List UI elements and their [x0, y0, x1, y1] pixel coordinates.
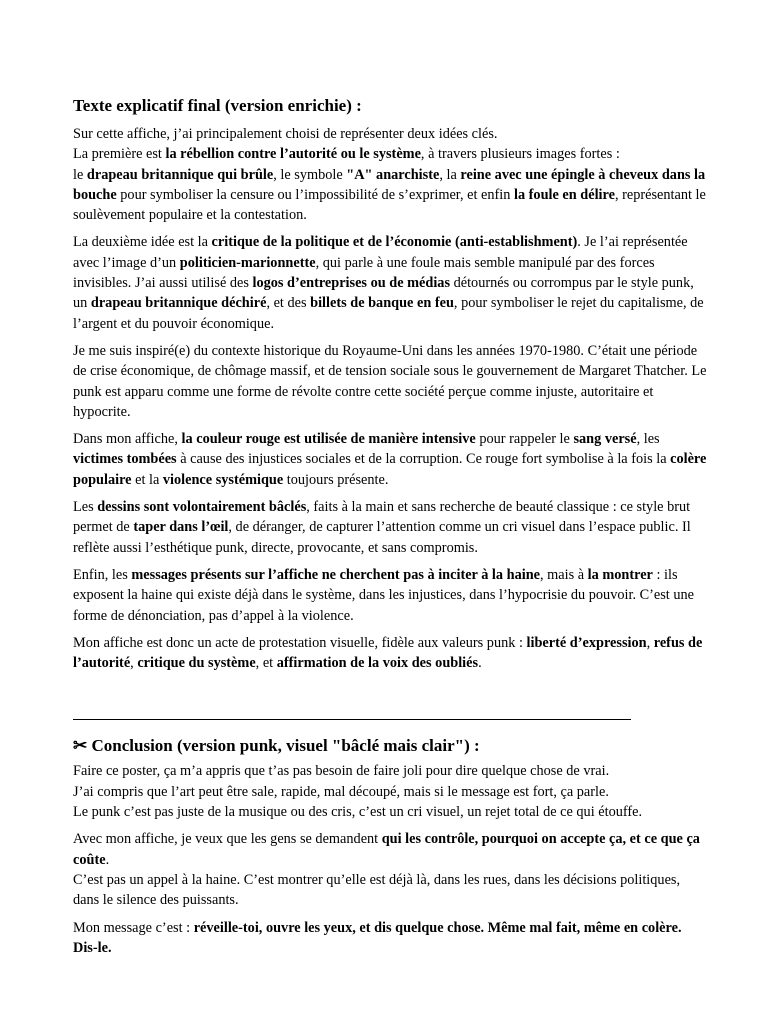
bold-text: billets de banque en feu	[310, 295, 454, 312]
text: Avec mon affiche, je veux que les gens se demandent	[73, 831, 382, 848]
section-title-conclusion: ✂ Conclusion (version punk, visuel "bâclé mais clair") :	[73, 736, 480, 756]
text: à cause des injustices sociales et de la corruption. Ce rouge fort symbolise à la fois la	[176, 451, 671, 468]
bold-text: la rébellion contre l’autorité ou le système	[165, 146, 421, 163]
text: , représentant le soulèvement populaire et la contestation.	[73, 186, 706, 224]
paragraph	[73, 761, 708, 822]
text: Mon affiche est donc un acte de protestation visuelle, fidèle aux valeurs punk :	[73, 634, 527, 651]
paragraph	[73, 918, 708, 959]
bold-text: dessins sont volontairement bâclés	[97, 499, 307, 516]
bold-text: drapeau britannique déchiré	[90, 295, 267, 312]
text: .	[105, 851, 110, 868]
text: , qui parle à une foule mais semble manipulé par des forces invisibles. J’ai aussi utilisé des	[73, 254, 655, 292]
text: et la	[131, 471, 163, 488]
bold-text: "A" anarchiste	[346, 166, 440, 183]
bold-text: liberté d’expression	[526, 634, 647, 651]
text: , de déranger, de capturer l’attention comme un cri visuel dans l’espace public. Il reflète aussi l’esthétique punk, directe, provocante, et sans compromis.	[73, 519, 691, 556]
explanation-section	[73, 124, 708, 673]
bold-text: la couleur rouge est utilisée de manière intensive	[181, 431, 476, 448]
text: .	[478, 655, 482, 672]
text: toujours présente.	[283, 471, 389, 488]
text: , à travers plusieurs images fortes :	[420, 146, 620, 163]
text: La première est	[73, 146, 166, 163]
text: , et	[255, 655, 277, 672]
text: ,	[130, 655, 138, 672]
bold-text: reine avec une épingle à cheveux dans la bouche	[73, 166, 706, 203]
bold-text: refus de l’autorité	[73, 634, 703, 672]
text: C’est pas un appel à la haine. C’est montrer qu’elle est déjà là, dans les rues, dans les décisions politiques, dans le silence des puissants.	[73, 871, 681, 909]
text: détournés ou corrompus par le style punk, un	[73, 275, 694, 312]
bold-text: colère populaire	[73, 451, 707, 488]
paragraph	[73, 633, 708, 674]
paragraph	[73, 124, 708, 225]
text: , la	[439, 166, 461, 183]
bold-text: affirmation de la voix des oubliés	[276, 655, 479, 672]
text: La deuxième idée est la	[73, 234, 212, 251]
bold-text: drapeau britannique qui brûle	[86, 166, 274, 183]
bold-text: messages présents sur l’affiche ne cherchent pas à inciter à la haine	[131, 566, 540, 583]
bold-text: la foule en délire	[513, 186, 615, 203]
bold-text: victimes tombées	[73, 451, 177, 468]
conclusion-section	[73, 761, 708, 958]
paragraph	[73, 429, 708, 490]
text: Les	[73, 499, 98, 516]
bold-text: logos d’entreprises ou de médias	[252, 275, 451, 292]
text: , le symbole	[273, 166, 347, 183]
text: , faits à la main et sans recherche de beauté classique : ce style brut permet de	[73, 499, 691, 536]
bold-text: politicien-marionnette	[179, 254, 316, 271]
text: , et des	[266, 295, 311, 312]
text: , mais à	[540, 566, 588, 583]
bold-text: sang versé	[573, 431, 637, 448]
text: , pour symboliser le rejet du capitalisme, de l’argent et du pouvoir économique.	[73, 295, 704, 332]
text: Enfin, les	[73, 566, 132, 583]
text: Le punk c’est pas juste de la musique ou des cris, c’est un cri visuel, un rejet total de ce qui étouffe.	[73, 804, 643, 821]
text: le	[73, 166, 87, 183]
bold-text: la montrer	[587, 566, 653, 583]
text: . Je l’ai représentée avec l’image d’un	[73, 234, 688, 271]
text: J’ai compris que l’art peut être sale, rapide, mal découpé, mais si le message est fort, ça parle.	[73, 783, 609, 800]
paragraph	[73, 232, 708, 333]
text: Je me suis inspiré(e) du contexte historique du Royaume-Uni dans les années 1970-1980. C’était une période de crise économique, de chômage massif, et de tension sociale sous le gouvernement de Margaret Thatcher. Le punk est apparu comme une forme de révolte contre cette société perçue comme injuste, autoritaire et hypocrite.	[73, 342, 707, 420]
text: ,	[646, 634, 654, 651]
text: , les	[636, 431, 660, 448]
bold-text: critique de la politique et de l’économie (anti-establishment)	[211, 234, 578, 251]
text: Sur cette affiche, j’ai principalement choisi de représenter deux idées clés.	[73, 126, 498, 142]
text: Mon message c’est :	[73, 919, 194, 936]
bold-text: taper dans l’œil	[133, 519, 229, 536]
paragraph	[73, 497, 708, 558]
bold-text: qui les contrôle, pourquoi on accepte ça, et ce que ça coûte	[73, 831, 700, 868]
section-divider	[73, 719, 631, 720]
section-title-explanation: Texte explicatif final (version enrichie) :	[73, 96, 362, 115]
bold-text: violence systémique	[162, 471, 284, 488]
text: Faire ce poster, ça m’a appris que t’as pas besoin de faire joli pour dire quelque chose de vrai.	[73, 763, 610, 780]
text: pour rappeler le	[475, 431, 574, 448]
text: pour symboliser la censure ou l’impossibilité de s’exprimer, et enfin	[116, 186, 514, 203]
text: : ils exposent la haine qui existe déjà dans le système, dans les injustices, dans l’hypocrisie du pouvoir. C’est une forme de dénonciation, pas d’appel à la violence.	[73, 566, 694, 624]
bold-text: critique du système	[137, 655, 256, 672]
paragraph	[73, 341, 708, 422]
paragraph	[73, 565, 708, 626]
text: Dans mon affiche,	[73, 431, 182, 448]
bold-text: réveille-toi, ouvre les yeux, et dis quelque chose. Même mal fait, même en colère. Dis-le.	[73, 919, 682, 956]
paragraph	[73, 829, 708, 910]
